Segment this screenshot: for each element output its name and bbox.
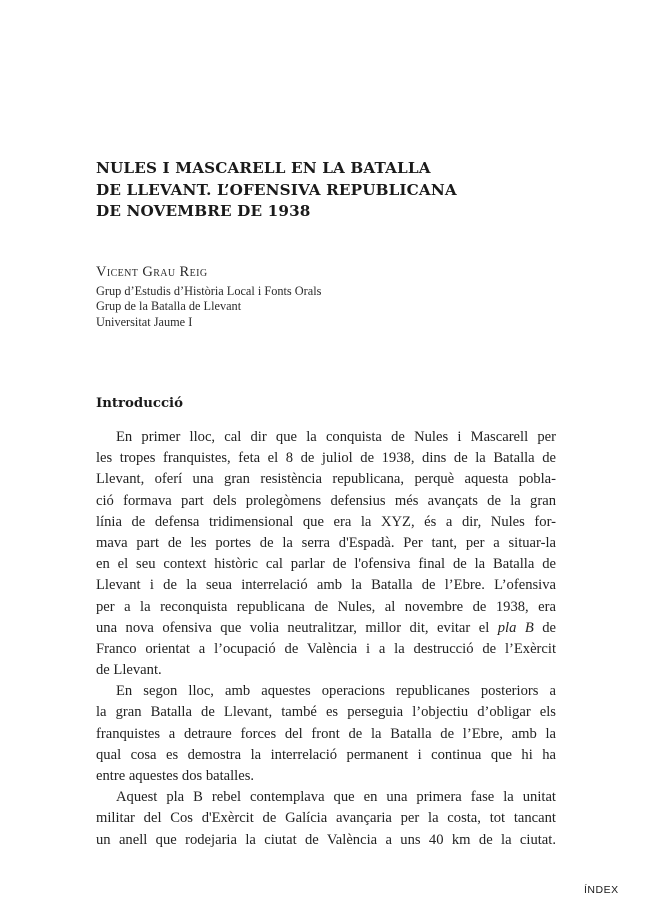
body-line-italic: pla B	[497, 619, 534, 636]
body-line: franquistes a detraure forces del front de la Batalla de l’Ebre, amb la	[96, 725, 556, 742]
body-line: la gran Batalla de Llevant, també es perseguia l’objectiu d’obligar els	[96, 704, 556, 721]
body-line: línia de defensa tridimensional que era la XYZ, és a dir, Nules for-	[96, 513, 556, 530]
body-line: ció formava part dels prolegòmens defensius més avançats de la gran	[96, 492, 556, 509]
article-title-line: DE NOVEMBRE DE 1938	[96, 202, 311, 220]
body-line: entre aquestes dos batalles.	[96, 768, 255, 784]
article-title	[96, 158, 566, 223]
body-line: de Llevant.	[96, 662, 162, 679]
affiliation: Universitat Jaume I	[96, 314, 193, 329]
body-line: les tropes franquistes, feta el 8 de juliol de 1938, dins de la Batalla de	[96, 450, 556, 467]
body-line: Franco orientat a l’ocupació de València i a la destrucció de l’Exèrcit	[96, 640, 556, 657]
affiliation: Grup d’Estudis d’Història Local i Fonts Orals	[96, 284, 322, 298]
body-line	[96, 618, 556, 639]
section-heading: Introducció	[96, 396, 183, 411]
body-line: militar del Cos d'Exèrcit de Galícia avançaria per la costa, tot tancant	[96, 810, 556, 827]
body-line: Llevant, oferí una gran resistència republicana, perquè aquesta pobla-	[96, 471, 556, 488]
body-line-text: de	[533, 619, 556, 636]
article-title-line: DE LLEVANT. L’OFENSIVA REPUBLICANA	[96, 180, 457, 199]
author-affiliations	[96, 284, 321, 330]
article-title-line: NULES I MASCARELL EN LA BATALLA	[96, 159, 431, 177]
body-line: qual cosa es demostra la interrelació permanent i continua que hi ha	[96, 746, 556, 763]
body-line: en el seu context històric cal parlar de l'ofensiva final de la Batalla de	[96, 556, 556, 573]
body-line: Llevant i de la seua interrelació amb la Batalla de l’Ebre. L’ofensiva	[96, 577, 556, 594]
body-text	[96, 427, 556, 851]
affiliation: Grup de la Batalla de Llevant	[96, 299, 242, 314]
index-link[interactable]: ÍNDEX	[584, 884, 619, 896]
body-line: Aquest pla B rebel contemplava que en una primera fase la unitat	[116, 789, 556, 806]
author-name: Vicent Grau Reig	[96, 264, 208, 280]
body-line: per a la reconquista republicana de Nules, al novembre de 1938, era	[96, 598, 556, 615]
body-line: un anell que rodejaria la ciutat de València a uns 40 km de la ciutat.	[96, 831, 556, 848]
body-line: mava part de les portes de la serra d'Espadà. Per tant, per a situar-la	[96, 534, 556, 551]
body-line: En segon lloc, amb aquestes operacions republicanes posteriors a	[116, 683, 556, 700]
body-line-text: una nova ofensiva que volia neutralitzar, millor dit, evitar el	[96, 619, 498, 636]
body-line: En primer lloc, cal dir que la conquista de Nules i Mascarell per	[116, 429, 556, 445]
